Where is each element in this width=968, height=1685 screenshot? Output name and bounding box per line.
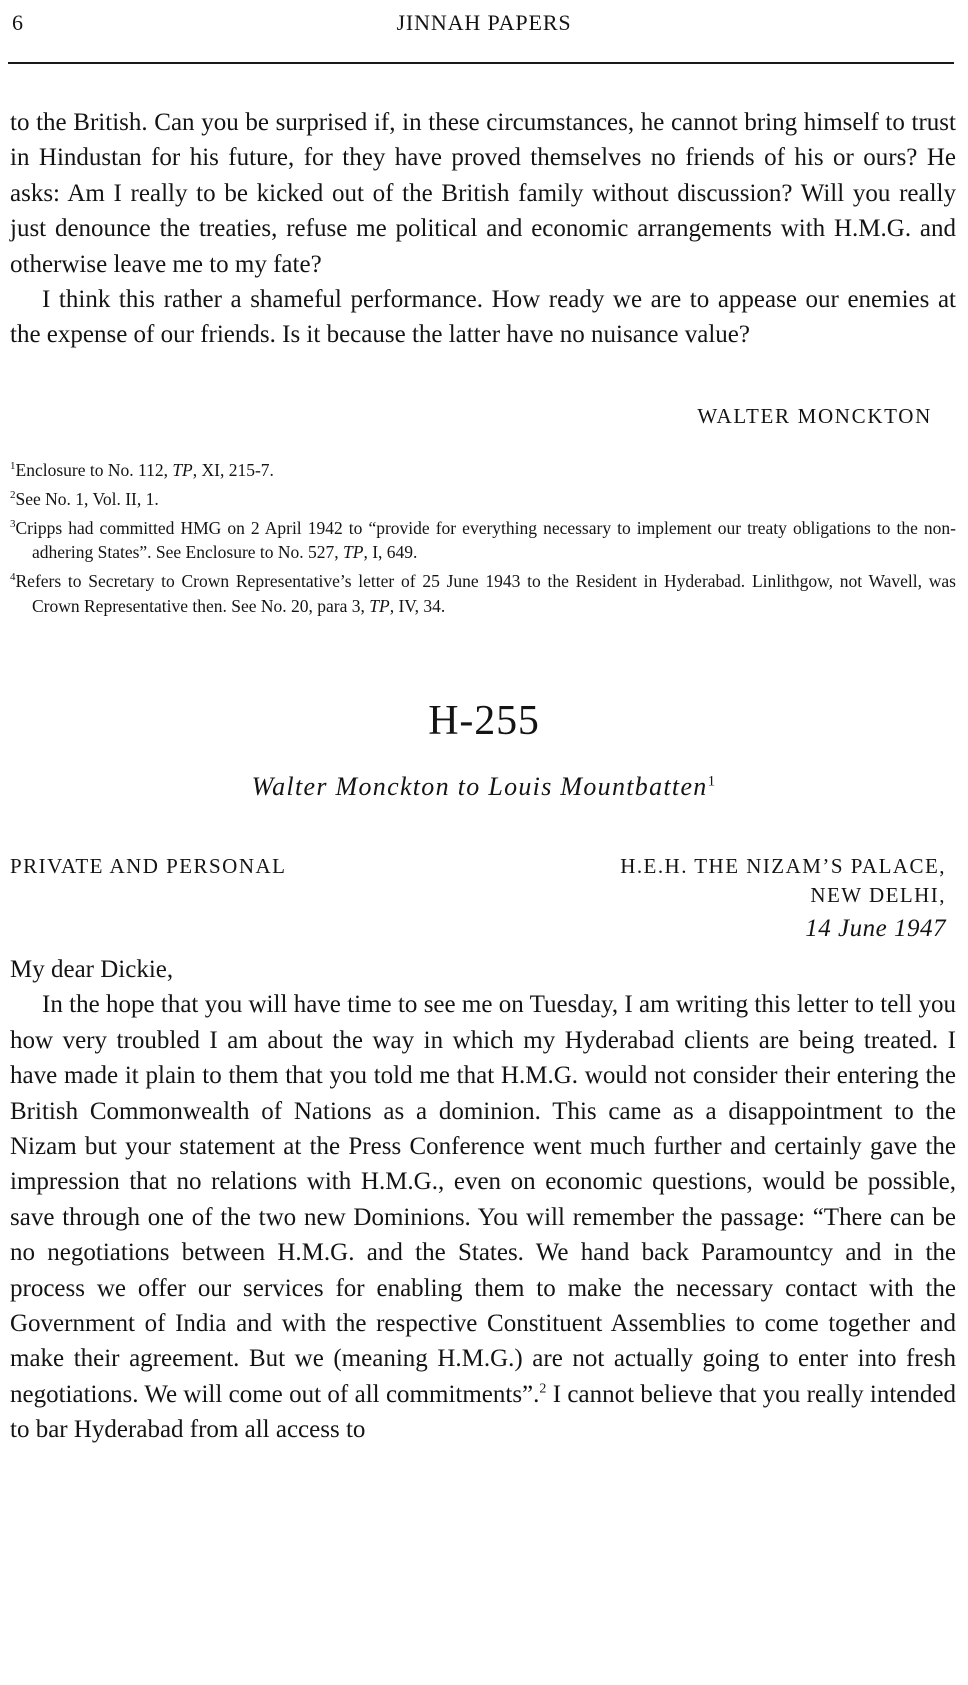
document-heading-text: Walter Monckton to Louis Mountbatten: [251, 772, 708, 801]
footnote: [10, 454, 956, 483]
footnote-marker: 3: [10, 517, 16, 530]
document-number: H-255: [428, 698, 540, 744]
address-line: H.E.H. THE NIZAM’S PALACE,: [620, 854, 946, 878]
footnote-marker: 2: [10, 488, 16, 501]
classification-label: PRIVATE AND PERSONAL: [10, 854, 287, 878]
letter-body: [10, 952, 956, 1448]
footnote: [10, 565, 956, 619]
footnote: [10, 512, 956, 566]
running-title: JINNAH PAPERS: [396, 10, 572, 35]
paragraph: to the British. Can you be surprised if, in these circumstances, he cannot bring himself to trust in Hindustan for his future, for they have proved themselves no friends of his or ours? He asks: Am I really to be kicked out of the British family without discussion? Will you really just denounce the treaties, refuse me political and economic arrangements with H.M.G. and otherwise leave me to my fate?: [10, 109, 956, 278]
paragraph: [10, 987, 956, 1447]
footnote-text: Enclosure to No. 112,: [15, 459, 173, 480]
footnote-text: , I, 649.: [363, 542, 418, 563]
page-number: 6: [12, 10, 24, 35]
footnote-text: Cripps had committed HMG on 2 April 1942 to “provide for everything necessary to implement our treaty obligations to the non-adhering States”. See Enclosure to No. 527,: [15, 517, 956, 563]
footnote-italic: TP: [343, 542, 364, 563]
paragraph-text: I cannot believe that you really intended to bar Hyderabad from all access to: [10, 1380, 956, 1444]
document-heading: [0, 772, 968, 802]
footnote-text: Refers to Secretary to Crown Representative’s letter of 25 June 1943 to the Resident in Hyderabad. Linlithgow, not Wavell, was Crown Representative then. See No. 20, para 3,: [15, 571, 956, 617]
footnote: [10, 483, 956, 512]
footnote-italic: TP: [172, 459, 193, 480]
footnote-marker: 1: [10, 460, 16, 472]
footnote-reference: 2: [539, 1381, 547, 1397]
paragraph-text: In the hope that you will have time to see me on Tuesday, I am writing this letter to tell you how very troubled I am about the way in which my Hyderabad clients are being treated. I have made it plain to them that you told me that H.M.G. would not consider their entering the British Commonwealth of Nations as a dominion. This came as a disappointment to the Nizam but your statement at the Press Conference went much further and certainly gave the impression that no relations with H.M.G., even on economic questions, would be possible, save through one of the two new Dominions. You will remember the passage: “There can be no negotiations between H.M.G. and the States. We hand back Paramountcy and in the process we offer our services for enabling them to make the necessary contact with the Government of India and with the respective Constituent Assemblies to come together and make their agreement. But we (meaning H.M.G.) are not actually going to enter into fresh negotiations. We will come out of all commitments”.: [10, 991, 956, 1408]
footnote-text: See No. 1, Vol. II, 1.: [15, 488, 159, 509]
footnote-text: , XI, 215-7.: [192, 459, 274, 480]
footnote-italic: TP: [369, 596, 390, 617]
footnotes: [10, 454, 956, 619]
address-line: NEW DELHI,: [810, 883, 946, 907]
previous-document-text: [10, 105, 956, 353]
paragraph: I think this rather a shameful performance. How ready we are to appease our enemies at the expense of our friends. Is it because the latter have no nuisance value?: [10, 286, 956, 349]
letter-date: 14 June 1947: [805, 915, 946, 942]
heading-footnote-marker: 1: [707, 773, 717, 790]
salutation: My dear Dickie,: [10, 956, 174, 983]
header-rule: [8, 62, 954, 64]
running-head: [8, 10, 960, 40]
footnote-marker: 4: [10, 571, 16, 584]
sender-address: [620, 852, 946, 947]
footnote-text: , IV, 34.: [389, 596, 446, 617]
signature: WALTER MONCKTON: [697, 404, 932, 428]
